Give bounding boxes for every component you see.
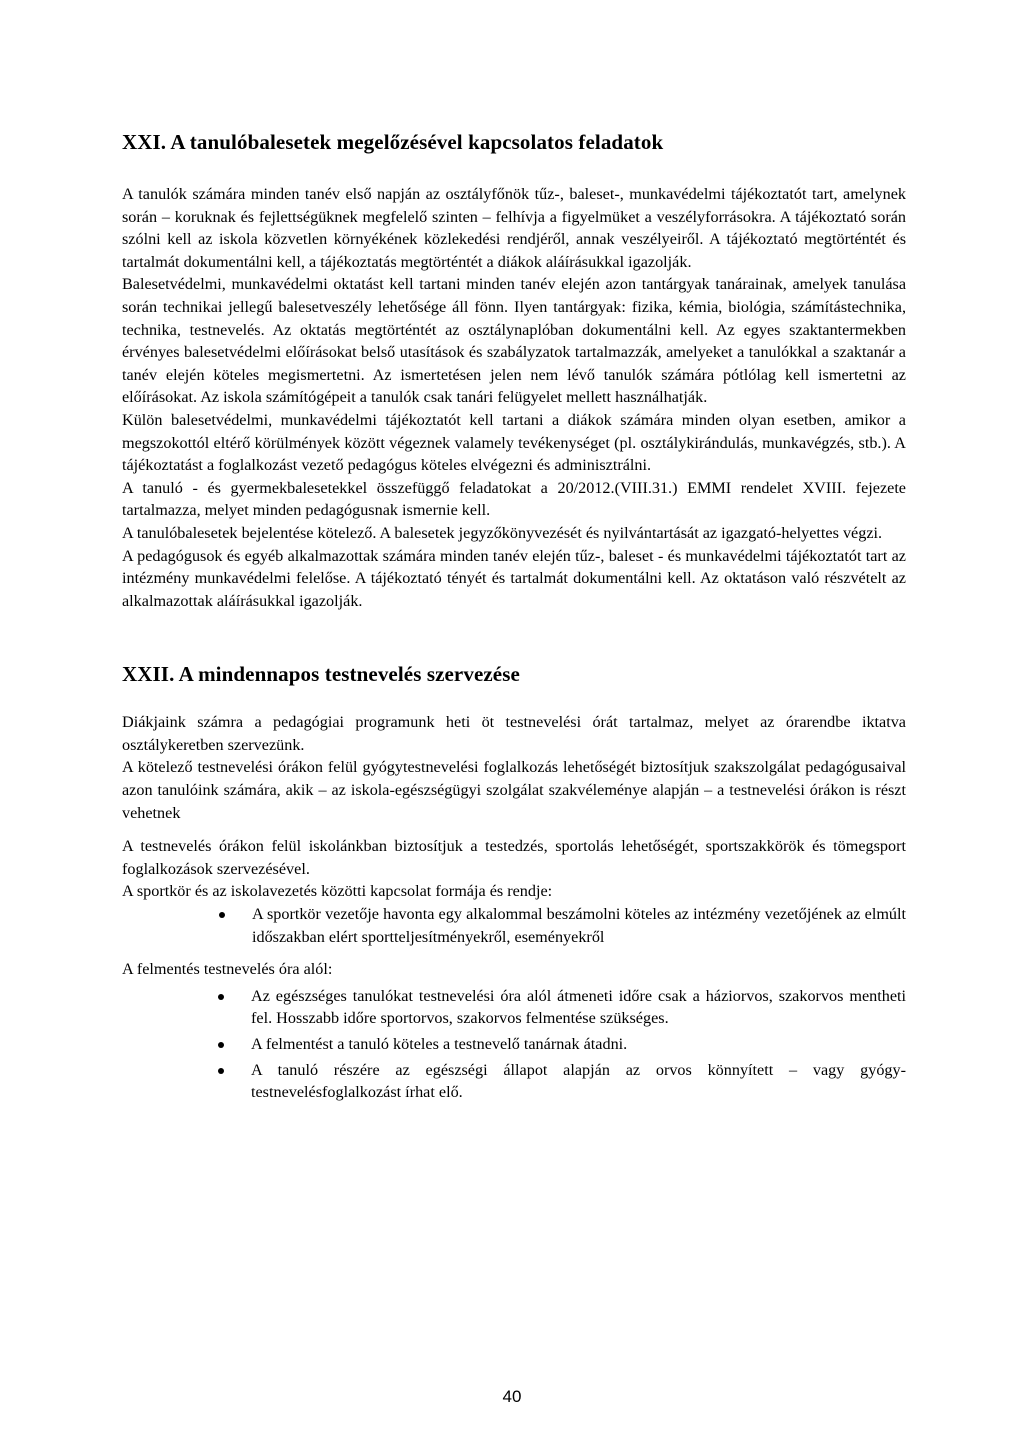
section-21-paragraph-3: Külön balesetvédelmi, munkavédelmi tájékoztatót kell tartani a diákok számára minden olyan esetben, amikor a megszokottól eltérő körülmények között végeznek valamely tevékenységet (pl. osztálykirándulás, munkavégzés, stb.). A tájékoztatást a foglalkozást vezető pedagógus köteles elvégezni és adminisztrálni. (122, 410, 906, 475)
bullet-icon (218, 1042, 224, 1048)
felmentes-list (122, 985, 906, 1104)
section-22-title: XXII. A mindennapos testnevelés szervezése (122, 662, 520, 687)
section-21-paragraph-6: A pedagógusok és egyéb alkalmazottak számára minden tanév elején tűz-, baleset - és munkavédelmi tájékoztatót tart az intézmény munkavédelmi felelőse. A tájékoztató tényét és tartalmát dokumentálni kell. Az oktatáson való részvételt az alkalmazottak aláírásukkal igazolják. (122, 546, 906, 610)
section-21-title: XXI. A tanulóbalesetek megelőzésével kapcsolatos feladatok (122, 130, 664, 154)
felmentes-list-item (251, 985, 906, 1030)
section-22-paragraph-3: A testnevelés órákon felül iskolánkban biztosítjuk a testedzés, sportolás lehetőségét, sportszakkörök és tömegsport foglalkozások szervezésével. (122, 837, 906, 878)
felmentes-list-item (251, 1059, 906, 1104)
sportkor-list-item (252, 903, 906, 948)
section-21-paragraph-1: A tanulók számára minden tanév első napján az osztályfőnök tűz-, baleset-, munkavédelmi tájékoztatót tart, amelynek során – koruknak és fejlettségüknek megfelelő szinten – felhívja a figyelmüket a veszélyforrásokra. A tájékoztató során szólni kell az iskola közvetlen környékének közlekedési rendjéről, annak veszélyeiről. A tájékoztató megtörténtét és tartalmát dokumentálni kell, a tájékoztatás megtörténtét a diákok aláírásukkal igazolják. (122, 185, 906, 271)
bullet-icon (218, 994, 224, 1000)
page-number: 40 (502, 1387, 522, 1406)
section-21-paragraph-4: A tanuló - és gyermekbalesetekkel összefüggő feladatokat a 20/2012.(VIII.31.) EMMI rendelet XVIII. fejezete tartalmazza, melyet minden pedagógusnak ismernie kell. (122, 478, 906, 520)
page-content (122, 128, 906, 1107)
section-22-paragraph-1: Diákjaink számra a pedagógiai programunk heti öt testnevelési órát tartalmaz, melyet az órarendbe iktatva osztálykeretben szervezünk. (122, 713, 906, 754)
felmentes-list-item-text: A tanuló részére az egészségi állapot alapján az orvos könnyített – vagy gyógy-testnevelésfoglalkozást írhat elő. (251, 1060, 906, 1102)
bullet-icon (219, 912, 225, 918)
felmentes-list-label: A felmentés testnevelés óra alól: (122, 960, 333, 979)
bullet-icon (218, 1068, 224, 1074)
felmentes-list-item-text: A felmentést a tanuló köteles a testnevelő tanárnak átadni. (251, 1035, 628, 1053)
felmentes-list-item-text: Az egészséges tanulókat testnevelési óra alól átmeneti időre csak a háziorvos, szakorvos mentheti fel. Hosszabb időre sportorvos, szakorvos felmentése szükséges. (251, 986, 906, 1028)
felmentes-list-item (251, 1033, 906, 1056)
sportkor-list-item-text: A sportkör vezetője havonta egy alkalommal beszámolni köteles az intézmény vezetőjének az elmúlt időszakban elért sportteljesítményekről, eseményekről (252, 905, 906, 946)
section-21-paragraph-5: A tanulóbalesetek bejelentése kötelező. A balesetek jegyzőkönyvezését és nyilvántartását az igazgató-helyettes végzi. (122, 523, 883, 542)
sportkor-list (122, 903, 906, 948)
section-22-paragraph-2: A kötelező testnevelési órákon felül gyógytestnevelési foglalkozás lehetőségét biztosítjuk szakszolgálat pedagógusaival azon tanulóink számára, akik – az iskola-egészségügyi szolgálat szakvéleménye alapján – a testnevelési órákon is részt vehetnek (122, 758, 906, 822)
section-21-paragraph-2: Balesetvédelmi, munkavédelmi oktatást kell tartani minden tanév elején azon tantárgyak tanárainak, amelyek tanulása során technikai jellegű balesetveszély lehetősége áll fönn. Ilyen tantárgyak: fizika, kémia, biológia, számítástechnika, technika, testnevelés. Az oktatás megtörténtét az osztálynaplóban dokumentálni kell. Az egyes szaktantermekben érvényes balesetvédelmi előírásokat belső utasítások és szabályzatok tartalmazzák, amelyeket a tanulókkal a szaktanár a tanév elején köteles megismertetni. Az ismertetésen jelen nem lévő tanulók számára pótlólag kell ismertetni az előírásokat. Az iskola számítógépeit a tanulók csak tanári felügyelet mellett használhatják. (122, 275, 906, 407)
sportkor-list-label: A sportkör és az iskolavezetés közötti kapcsolat formája és rendje: (122, 882, 553, 901)
